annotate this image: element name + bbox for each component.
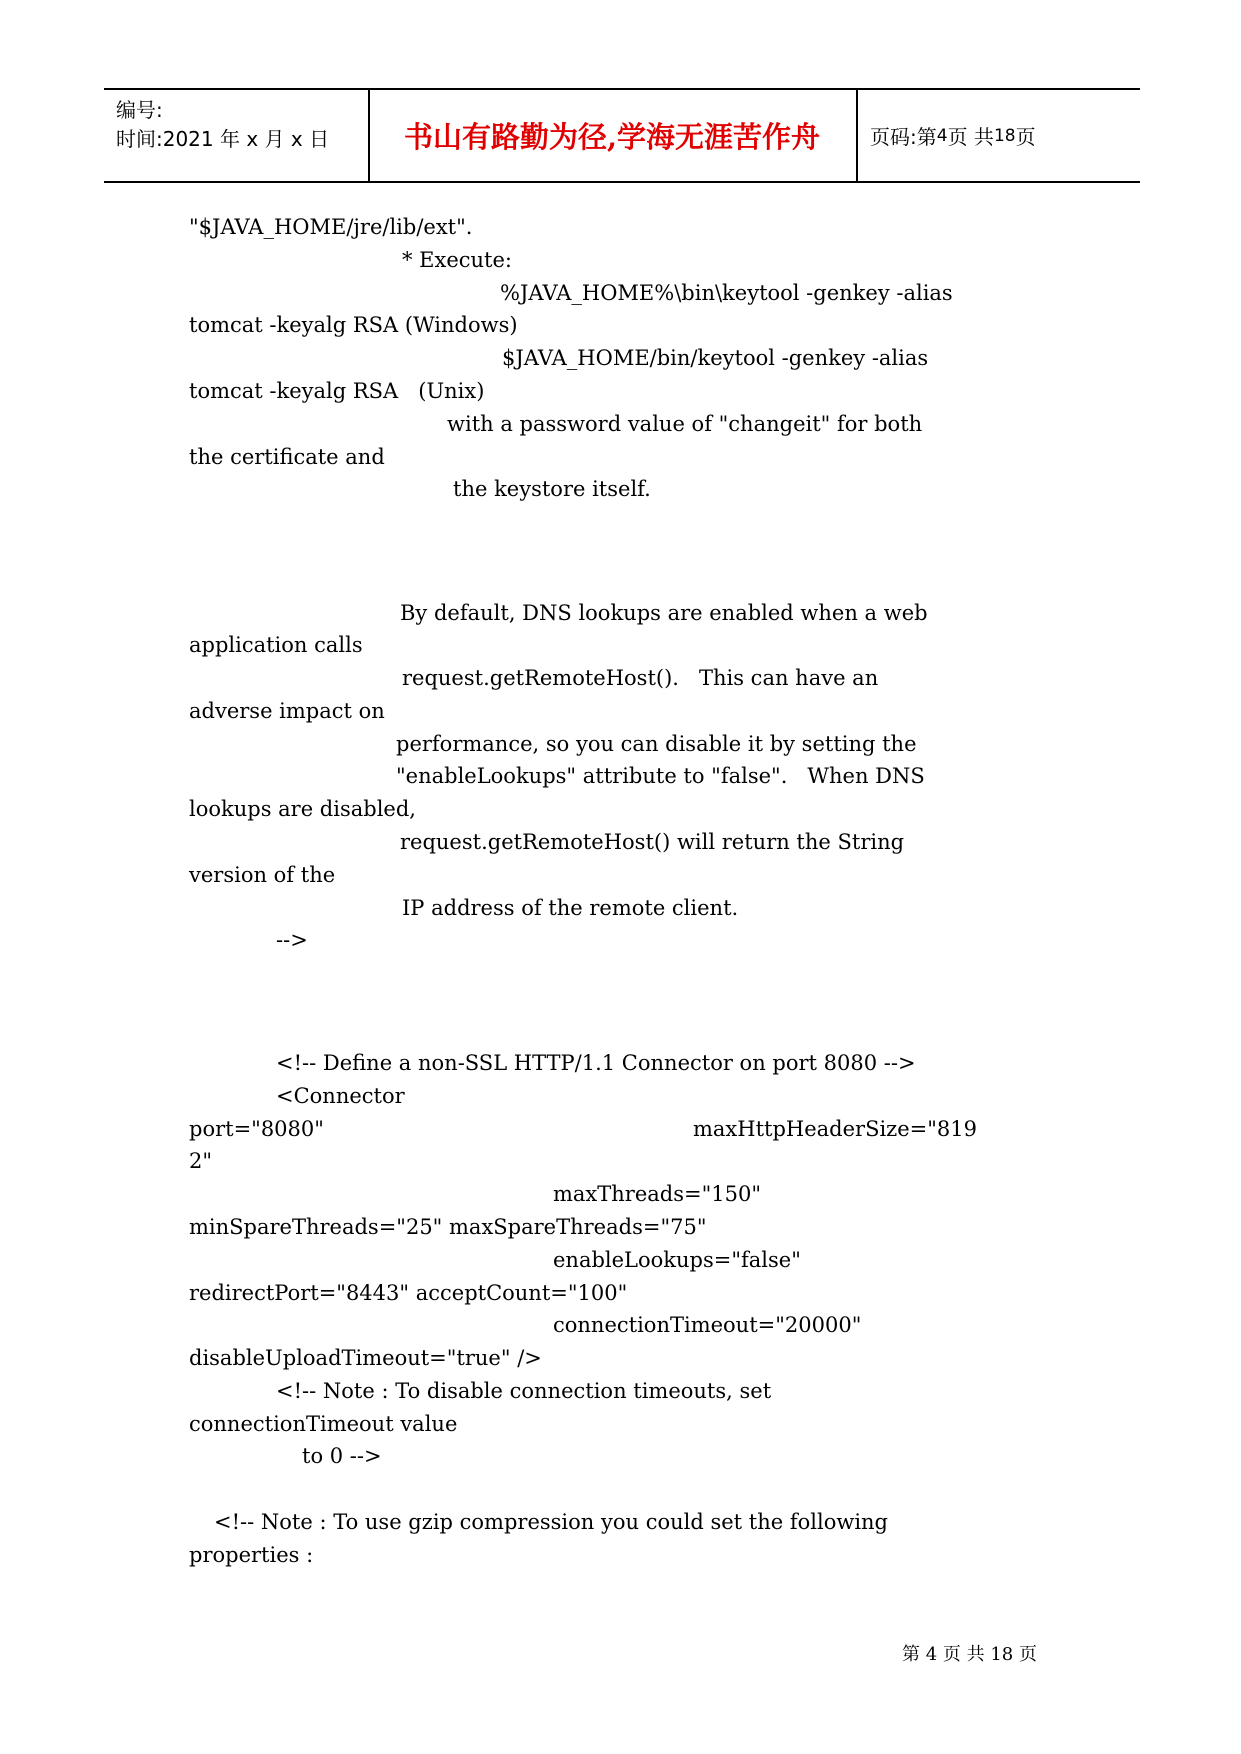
page-header bbox=[104, 88, 1140, 183]
text-line: redirectPort="8443" acceptCount="100" bbox=[189, 1281, 628, 1305]
page-label-suffix: 页 bbox=[1015, 125, 1036, 149]
text-line: * Execute: bbox=[402, 248, 513, 272]
header-page-info bbox=[870, 90, 1036, 181]
header-motto: 书山有路勤为径,学海无涯苦作舟 bbox=[403, 120, 821, 154]
text-line: performance, so you can disable it by setting the bbox=[396, 732, 917, 756]
text-line: connectionTimeout value bbox=[189, 1412, 458, 1436]
text-line: IP address of the remote client. bbox=[402, 896, 739, 920]
text-line: By default, DNS lookups are enabled when a web bbox=[400, 601, 928, 625]
text-line: maxThreads="150" bbox=[553, 1182, 762, 1206]
text-line: port="8080" bbox=[189, 1117, 324, 1141]
text-line: --> bbox=[276, 928, 308, 952]
text-line: %JAVA_HOME%\bin\keytool -genkey -alias bbox=[500, 281, 953, 305]
text-line: "enableLookups" attribute to "false". When DNS bbox=[396, 764, 925, 788]
text-line: <!-- Note : To use gzip compression you could set the following bbox=[214, 1510, 888, 1534]
text-line: enableLookups="false" bbox=[553, 1248, 801, 1272]
page-footer: 第 4 页 共 18 页 bbox=[902, 1644, 1037, 1665]
text-line: properties : bbox=[189, 1543, 314, 1567]
header-meta bbox=[116, 96, 329, 154]
text-line: 2" bbox=[189, 1149, 213, 1173]
text-line: $JAVA_HOME/bin/keytool -genkey -alias bbox=[502, 346, 929, 370]
text-line: <Connector bbox=[276, 1084, 405, 1108]
text-line: application calls bbox=[189, 633, 363, 657]
text-line: "$JAVA_HOME/jre/lib/ext". bbox=[189, 215, 473, 239]
text-line: the keystore itself. bbox=[453, 477, 651, 501]
text-line: tomcat -keyalg RSA (Unix) bbox=[189, 379, 485, 403]
text-line: request.getRemoteHost() will return the String bbox=[400, 830, 905, 854]
text-line: lookups are disabled, bbox=[189, 797, 416, 821]
text-line: tomcat -keyalg RSA (Windows) bbox=[189, 313, 518, 337]
text-line: minSpareThreads="25" maxSpareThreads="75" bbox=[189, 1215, 707, 1239]
page-total: 18 bbox=[993, 125, 1016, 146]
text-line: adverse impact on bbox=[189, 699, 385, 723]
page-label-prefix: 页码:第 bbox=[870, 125, 937, 149]
text-line: version of the bbox=[189, 863, 336, 887]
text-line: <!-- Note : To disable connection timeouts, set bbox=[276, 1379, 772, 1403]
page-current: 4 bbox=[936, 125, 948, 146]
text-line: with a password value of "changeit" for both bbox=[447, 412, 923, 436]
text-line: request.getRemoteHost(). This can have an bbox=[402, 666, 879, 690]
text-line: the certificate and bbox=[189, 445, 385, 469]
date-label: 时间:2021 年 x 月 x 日 bbox=[116, 127, 330, 151]
text-line: disableUploadTimeout="true" /> bbox=[189, 1346, 542, 1370]
text-line: maxHttpHeaderSize="819 bbox=[693, 1117, 978, 1141]
header-divider-right bbox=[856, 90, 858, 181]
page-label-middle: 页 共 bbox=[947, 125, 994, 149]
text-line: to 0 --> bbox=[302, 1444, 382, 1468]
serial-label: 编号: bbox=[116, 98, 163, 122]
text-line: connectionTimeout="20000" bbox=[553, 1313, 862, 1337]
text-line: <!-- Define a non-SSL HTTP/1.1 Connector on port 8080 --> bbox=[276, 1051, 916, 1075]
